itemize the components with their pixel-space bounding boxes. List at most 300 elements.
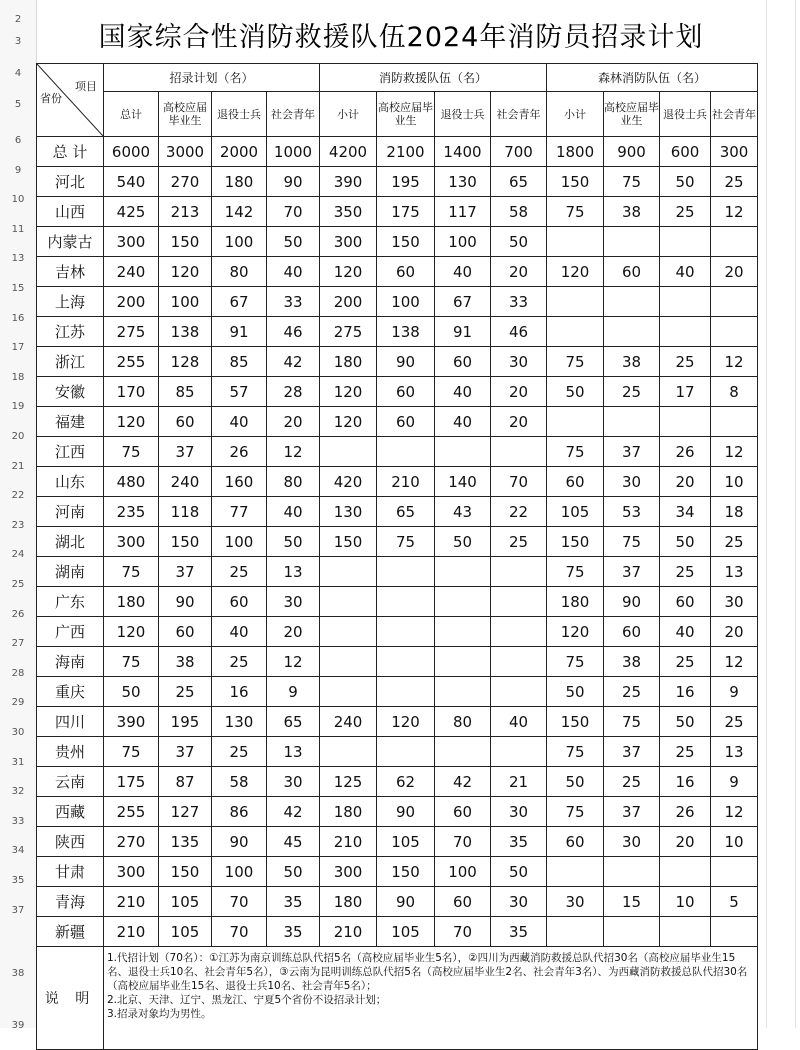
- value-cell: 120: [104, 407, 159, 437]
- province-cell: 福建: [37, 407, 104, 437]
- value-cell: [320, 677, 377, 707]
- table-row: [37, 797, 758, 827]
- value-cell: [435, 737, 491, 767]
- value-cell: [435, 677, 491, 707]
- value-cell: 90: [159, 587, 212, 617]
- value-cell: 90: [267, 167, 320, 197]
- value-cell: 87: [159, 767, 212, 797]
- page-title: 国家综合性消防救援队伍2024年消防员招录计划: [98, 22, 704, 53]
- value-cell: 50: [660, 527, 711, 557]
- value-cell: 100: [435, 227, 491, 257]
- value-cell: 150: [547, 707, 604, 737]
- value-cell: 300: [320, 857, 377, 887]
- value-cell: [435, 617, 491, 647]
- value-cell: 300: [104, 527, 159, 557]
- group-header-plan: 招录计划（名）: [104, 64, 320, 92]
- table-row: [37, 287, 758, 317]
- value-cell: 80: [435, 707, 491, 737]
- value-cell: 16: [212, 677, 267, 707]
- value-cell: 80: [212, 257, 267, 287]
- value-cell: 90: [377, 887, 435, 917]
- value-cell: 75: [104, 647, 159, 677]
- value-cell: 150: [547, 527, 604, 557]
- value-cell: 75: [104, 557, 159, 587]
- table-row: [37, 677, 758, 707]
- value-cell: 60: [159, 617, 212, 647]
- value-cell: 120: [320, 257, 377, 287]
- province-cell: 山东: [37, 467, 104, 497]
- subheader-veterans: 退役士兵: [660, 92, 711, 137]
- row-number: 31: [11, 756, 25, 768]
- value-cell: 75: [377, 527, 435, 557]
- value-cell: 67: [435, 287, 491, 317]
- province-cell: 河南: [37, 497, 104, 527]
- value-cell: 25: [604, 377, 660, 407]
- value-cell: 25: [604, 677, 660, 707]
- value-cell: 38: [604, 347, 660, 377]
- value-cell: 120: [320, 377, 377, 407]
- row-number: 6: [14, 135, 22, 146]
- value-cell: 142: [212, 197, 267, 227]
- value-cell: 30: [547, 887, 604, 917]
- value-cell: [604, 857, 660, 887]
- value-cell: 50: [660, 167, 711, 197]
- value-cell: 150: [159, 527, 212, 557]
- province-cell: 内蒙古: [37, 227, 104, 257]
- value-cell: 10: [711, 827, 758, 857]
- value-cell: 35: [491, 827, 547, 857]
- value-cell: 40: [435, 377, 491, 407]
- value-cell: [711, 917, 758, 947]
- value-cell: 25: [711, 167, 758, 197]
- value-cell: 180: [320, 347, 377, 377]
- value-cell: 85: [159, 377, 212, 407]
- value-cell: 105: [547, 497, 604, 527]
- value-cell: 70: [491, 467, 547, 497]
- note-text: [104, 947, 758, 1050]
- row-number: 24: [11, 549, 25, 561]
- value-cell: 270: [159, 167, 212, 197]
- value-cell: 20: [711, 617, 758, 647]
- grid-column-line: [795, 0, 796, 1028]
- value-cell: 37: [159, 437, 212, 467]
- value-cell: 35: [267, 887, 320, 917]
- value-cell: 10: [711, 467, 758, 497]
- value-cell: 200: [104, 287, 159, 317]
- value-cell: 350: [320, 197, 377, 227]
- value-cell: 75: [547, 557, 604, 587]
- value-cell: 25: [660, 557, 711, 587]
- row-number: 25: [11, 579, 25, 590]
- province-cell: 广西: [37, 617, 104, 647]
- row-number-column: [0, 0, 37, 1031]
- value-cell: 12: [711, 647, 758, 677]
- value-cell: 255: [104, 797, 159, 827]
- value-cell: 67: [212, 287, 267, 317]
- value-cell: 37: [159, 557, 212, 587]
- value-cell: 15: [604, 887, 660, 917]
- value-cell: 255: [104, 347, 159, 377]
- value-cell: 18: [711, 497, 758, 527]
- value-cell: 37: [604, 737, 660, 767]
- table-row: [37, 167, 758, 197]
- row-number: 19: [11, 401, 25, 413]
- value-cell: 37: [604, 557, 660, 587]
- value-cell: 120: [159, 257, 212, 287]
- value-cell: [711, 227, 758, 257]
- subheader-youth: 社会青年: [267, 92, 320, 137]
- value-cell: 30: [491, 887, 547, 917]
- value-cell: 75: [547, 437, 604, 467]
- value-cell: 16: [660, 677, 711, 707]
- value-cell: 25: [660, 197, 711, 227]
- corner-item-label: 项目: [75, 80, 97, 93]
- row-number: 3: [14, 36, 22, 47]
- value-cell: 30: [604, 467, 660, 497]
- value-cell: 75: [547, 197, 604, 227]
- value-cell: 175: [377, 197, 435, 227]
- value-cell: 90: [377, 347, 435, 377]
- value-cell: 90: [212, 827, 267, 857]
- value-cell: 50: [435, 527, 491, 557]
- value-cell: 180: [547, 587, 604, 617]
- value-cell: 12: [711, 347, 758, 377]
- value-cell: 160: [212, 467, 267, 497]
- province-cell: 吉林: [37, 257, 104, 287]
- value-cell: [435, 647, 491, 677]
- value-cell: 25: [159, 677, 212, 707]
- value-cell: [711, 287, 758, 317]
- value-cell: 21: [491, 767, 547, 797]
- table-row: [37, 317, 758, 347]
- value-cell: 25: [711, 527, 758, 557]
- table-row: [37, 767, 758, 797]
- row-number: 22: [11, 490, 25, 502]
- value-cell: [711, 317, 758, 347]
- value-cell: 540: [104, 167, 159, 197]
- row-number: 27: [11, 638, 25, 650]
- value-cell: 60: [660, 587, 711, 617]
- value-cell: 6000: [104, 137, 159, 167]
- value-cell: 210: [320, 917, 377, 947]
- value-cell: 40: [435, 407, 491, 437]
- value-cell: 180: [104, 587, 159, 617]
- table-row: [37, 467, 758, 497]
- value-cell: 9: [711, 677, 758, 707]
- table-row: [37, 257, 758, 287]
- header-corner-cell: [37, 64, 104, 137]
- value-cell: 210: [320, 827, 377, 857]
- value-cell: 16: [660, 767, 711, 797]
- value-cell: 12: [267, 437, 320, 467]
- value-cell: 75: [547, 737, 604, 767]
- value-cell: 77: [212, 497, 267, 527]
- value-cell: 175: [104, 767, 159, 797]
- value-cell: [377, 437, 435, 467]
- value-cell: 120: [104, 617, 159, 647]
- value-cell: 13: [267, 557, 320, 587]
- value-cell: 300: [320, 227, 377, 257]
- table-row: [37, 557, 758, 587]
- row-number: 34: [11, 845, 25, 857]
- value-cell: 150: [320, 527, 377, 557]
- value-cell: [320, 647, 377, 677]
- value-cell: 390: [104, 707, 159, 737]
- recruitment-table: [36, 63, 758, 1050]
- value-cell: 20: [660, 827, 711, 857]
- value-cell: 180: [320, 797, 377, 827]
- value-cell: 12: [267, 647, 320, 677]
- province-cell: 江西: [37, 437, 104, 467]
- value-cell: [660, 317, 711, 347]
- value-cell: 105: [377, 827, 435, 857]
- value-cell: 58: [212, 767, 267, 797]
- value-cell: 37: [604, 437, 660, 467]
- value-cell: [547, 407, 604, 437]
- value-cell: 25: [660, 737, 711, 767]
- value-cell: 38: [604, 647, 660, 677]
- value-cell: 70: [212, 917, 267, 947]
- value-cell: [491, 737, 547, 767]
- table-row: [37, 617, 758, 647]
- table-row: [37, 887, 758, 917]
- value-cell: 105: [159, 917, 212, 947]
- value-cell: 50: [660, 707, 711, 737]
- value-cell: 235: [104, 497, 159, 527]
- subheader-youth: 社会青年: [491, 92, 547, 137]
- value-cell: 120: [547, 617, 604, 647]
- province-cell: 陕西: [37, 827, 104, 857]
- value-cell: 100: [212, 527, 267, 557]
- value-cell: 50: [491, 227, 547, 257]
- value-cell: 120: [320, 407, 377, 437]
- value-cell: 210: [104, 917, 159, 947]
- value-cell: 120: [377, 707, 435, 737]
- value-cell: 300: [711, 137, 758, 167]
- province-cell: 青海: [37, 887, 104, 917]
- value-cell: 100: [212, 857, 267, 887]
- value-cell: 60: [212, 587, 267, 617]
- value-cell: 70: [435, 827, 491, 857]
- value-cell: 26: [660, 437, 711, 467]
- value-cell: 60: [435, 347, 491, 377]
- subheader-graduates: 高校应届毕业生: [377, 92, 435, 137]
- value-cell: 20: [660, 467, 711, 497]
- value-cell: 20: [491, 257, 547, 287]
- value-cell: [320, 617, 377, 647]
- value-cell: 50: [267, 527, 320, 557]
- table-row: [37, 497, 758, 527]
- value-cell: [604, 317, 660, 347]
- value-cell: 117: [435, 197, 491, 227]
- value-cell: 60: [547, 467, 604, 497]
- value-cell: 275: [104, 317, 159, 347]
- value-cell: 90: [604, 587, 660, 617]
- value-cell: 70: [435, 917, 491, 947]
- value-cell: 45: [267, 827, 320, 857]
- value-cell: 13: [711, 557, 758, 587]
- value-cell: 213: [159, 197, 212, 227]
- value-cell: 37: [604, 797, 660, 827]
- value-cell: 90: [377, 797, 435, 827]
- value-cell: 40: [435, 257, 491, 287]
- value-cell: 75: [547, 797, 604, 827]
- value-cell: 240: [159, 467, 212, 497]
- value-cell: 150: [159, 857, 212, 887]
- value-cell: 9: [267, 677, 320, 707]
- row-number: 13: [11, 253, 25, 265]
- value-cell: 75: [604, 527, 660, 557]
- value-cell: 150: [159, 227, 212, 257]
- value-cell: 34: [660, 497, 711, 527]
- value-cell: 60: [377, 377, 435, 407]
- value-cell: 25: [711, 707, 758, 737]
- value-cell: 25: [212, 557, 267, 587]
- province-cell: 重庆: [37, 677, 104, 707]
- value-cell: 75: [547, 347, 604, 377]
- value-cell: 25: [660, 647, 711, 677]
- value-cell: 210: [377, 467, 435, 497]
- value-cell: [320, 437, 377, 467]
- row-number: 29: [11, 697, 25, 709]
- value-cell: 125: [320, 767, 377, 797]
- value-cell: [604, 407, 660, 437]
- note-row: [37, 947, 758, 1050]
- province-cell: 云南: [37, 767, 104, 797]
- value-cell: 4200: [320, 137, 377, 167]
- table-row: [37, 227, 758, 257]
- row-number: 21: [11, 460, 25, 472]
- value-cell: 28: [267, 377, 320, 407]
- value-cell: 91: [212, 317, 267, 347]
- note-line: 3.招录对象均为男性。: [107, 1008, 212, 1020]
- value-cell: [377, 587, 435, 617]
- table-row: [37, 587, 758, 617]
- value-cell: 50: [547, 677, 604, 707]
- value-cell: 42: [267, 347, 320, 377]
- row-number: 4: [14, 68, 22, 79]
- value-cell: 75: [604, 167, 660, 197]
- value-cell: 480: [104, 467, 159, 497]
- value-cell: [435, 437, 491, 467]
- value-cell: 75: [604, 707, 660, 737]
- value-cell: 25: [212, 647, 267, 677]
- value-cell: 25: [491, 527, 547, 557]
- value-cell: 130: [320, 497, 377, 527]
- value-cell: 2100: [377, 137, 435, 167]
- value-cell: 60: [604, 617, 660, 647]
- table-row: [37, 197, 758, 227]
- value-cell: 62: [377, 767, 435, 797]
- row-number: 2: [14, 14, 22, 25]
- value-cell: 300: [104, 857, 159, 887]
- value-cell: 60: [435, 797, 491, 827]
- value-cell: [604, 227, 660, 257]
- value-cell: 25: [660, 347, 711, 377]
- note-line: 2.北京、天津、辽宁、黑龙江、宁夏5个省份不设招录计划；: [107, 994, 387, 1006]
- value-cell: 275: [320, 317, 377, 347]
- value-cell: 40: [267, 497, 320, 527]
- value-cell: 30: [711, 587, 758, 617]
- row-number: 20: [11, 431, 25, 442]
- value-cell: 700: [491, 137, 547, 167]
- value-cell: [660, 917, 711, 947]
- value-cell: [491, 437, 547, 467]
- value-cell: 42: [267, 797, 320, 827]
- value-cell: 58: [491, 197, 547, 227]
- value-cell: 40: [491, 707, 547, 737]
- subheader-total: 总计: [104, 92, 159, 137]
- value-cell: [320, 557, 377, 587]
- value-cell: 38: [159, 647, 212, 677]
- value-cell: [377, 647, 435, 677]
- value-cell: 40: [267, 257, 320, 287]
- value-cell: 65: [491, 167, 547, 197]
- value-cell: 195: [377, 167, 435, 197]
- value-cell: 12: [711, 197, 758, 227]
- value-cell: [491, 587, 547, 617]
- value-cell: [547, 917, 604, 947]
- value-cell: 13: [267, 737, 320, 767]
- value-cell: 42: [435, 767, 491, 797]
- value-cell: 25: [212, 737, 267, 767]
- value-cell: 180: [212, 167, 267, 197]
- value-cell: 128: [159, 347, 212, 377]
- row-number: 9: [14, 164, 22, 176]
- value-cell: 50: [267, 857, 320, 887]
- value-cell: 60: [604, 257, 660, 287]
- value-cell: 30: [491, 347, 547, 377]
- value-cell: 10: [660, 887, 711, 917]
- note-line: 1.代招计划（70名）：①江苏为南京训练总队代招5名（高校应届毕业生5名），②四川为西藏消防救援总队代招30名（高校应届毕业生15名、退役士兵10名、社会青年5名），③云南为昆明训练总队代招5名（高校应届毕业生2名、社会青年3名）、为西藏消防救援总队代招30名（高校应届毕业生15名、退役士兵10名、社会青年5名）；: [107, 952, 748, 992]
- value-cell: [435, 557, 491, 587]
- value-cell: 130: [435, 167, 491, 197]
- value-cell: 240: [104, 257, 159, 287]
- value-cell: [377, 737, 435, 767]
- value-cell: 9: [711, 767, 758, 797]
- value-cell: 150: [547, 167, 604, 197]
- province-cell: 四川: [37, 707, 104, 737]
- value-cell: 86: [212, 797, 267, 827]
- value-cell: 25: [604, 767, 660, 797]
- value-cell: 50: [267, 227, 320, 257]
- value-cell: 270: [104, 827, 159, 857]
- row-number: 5: [14, 99, 22, 110]
- row-number: 30: [11, 727, 25, 738]
- value-cell: 35: [491, 917, 547, 947]
- value-cell: 100: [377, 287, 435, 317]
- row-number: 38: [11, 968, 25, 979]
- value-cell: [660, 857, 711, 887]
- value-cell: 3000: [159, 137, 212, 167]
- row-number: 32: [11, 786, 25, 798]
- province-cell: 浙江: [37, 347, 104, 377]
- value-cell: 75: [104, 737, 159, 767]
- row-number: 39: [11, 1020, 25, 1031]
- value-cell: 40: [660, 257, 711, 287]
- value-cell: 900: [604, 137, 660, 167]
- value-cell: 60: [435, 887, 491, 917]
- value-cell: 46: [267, 317, 320, 347]
- value-cell: 85: [212, 347, 267, 377]
- value-cell: 30: [267, 767, 320, 797]
- value-cell: 17: [660, 377, 711, 407]
- value-cell: 135: [159, 827, 212, 857]
- corner-province-label: 省份: [40, 92, 62, 105]
- value-cell: 30: [491, 797, 547, 827]
- value-cell: [660, 407, 711, 437]
- table-row: [37, 707, 758, 737]
